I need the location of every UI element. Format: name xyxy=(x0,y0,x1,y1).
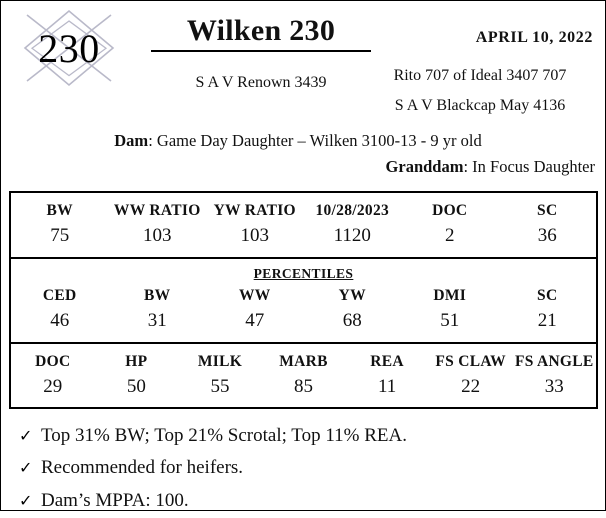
epd-section-percentiles xyxy=(11,259,596,344)
lot-number: 230 xyxy=(38,25,100,71)
grandsire-block xyxy=(361,61,599,120)
table-cell: 85 xyxy=(294,375,314,397)
checkmark-icon: ✓ xyxy=(19,492,33,510)
epd-table xyxy=(9,191,598,409)
column-header: REA xyxy=(370,352,404,370)
table-cell: 2 xyxy=(445,225,455,247)
table-cell: 103 xyxy=(240,225,269,247)
table-cell: 22 xyxy=(461,375,481,397)
dam-value: : Game Day Daughter – Wilken 3100-13 - 9 yr old xyxy=(148,131,482,150)
table-cell: 51 xyxy=(440,310,460,332)
table-cell: 1120 xyxy=(333,225,371,247)
grandsire-dam: S A V Blackcap May 4136 xyxy=(394,96,566,114)
grandsire-sire: Rito 707 of Ideal 3407 707 xyxy=(393,67,567,84)
table-cell: 50 xyxy=(126,375,146,397)
animal-name: Wilken 230 xyxy=(151,15,371,52)
table-cell: 31 xyxy=(147,310,167,332)
column-header: 10/28/2023 xyxy=(315,202,390,219)
table-row xyxy=(11,373,596,401)
column-header: MARB xyxy=(279,352,328,370)
percentiles-label: PERCENTILES xyxy=(253,265,354,281)
list-item xyxy=(19,453,595,482)
column-header: BW xyxy=(144,286,171,304)
column-header: CED xyxy=(42,286,77,304)
note-text: Recommended for heifers. xyxy=(41,457,244,479)
column-header: SC xyxy=(537,202,558,219)
column-header: FS ANGLE xyxy=(514,352,594,370)
granddam-label: Granddam xyxy=(385,157,464,176)
column-header: MILK xyxy=(197,352,243,370)
table-cell: 29 xyxy=(43,375,63,397)
column-header: WW RATIO xyxy=(113,202,201,219)
dam-label: Dam xyxy=(114,131,149,150)
table-cell: 21 xyxy=(537,310,557,332)
lot-header xyxy=(1,1,605,179)
dam-line xyxy=(1,131,595,151)
column-header: YW RATIO xyxy=(213,202,296,219)
epd-section-percentiles-2 xyxy=(11,344,596,408)
table-cell: 36 xyxy=(537,225,557,247)
column-header: FS CLAW xyxy=(435,352,506,370)
sire-name: S A V Renown 3439 xyxy=(195,73,327,91)
column-header: DOC xyxy=(35,352,71,370)
granddam-value: : In Focus Daughter xyxy=(463,157,595,176)
checkmark-icon: ✓ xyxy=(19,428,33,445)
table-row xyxy=(11,350,596,373)
title-block xyxy=(151,15,371,92)
column-header: HP xyxy=(125,352,148,370)
column-header: DMI xyxy=(433,286,467,304)
table-cell: 33 xyxy=(544,375,564,397)
table-cell: 11 xyxy=(377,375,397,397)
column-header: SC xyxy=(537,286,558,304)
column-header: DOC xyxy=(432,202,468,219)
table-row xyxy=(11,284,596,307)
list-item xyxy=(19,421,595,450)
column-header: BW xyxy=(46,202,73,219)
granddam-line xyxy=(386,157,595,177)
table-cell: 68 xyxy=(342,310,362,332)
table-cell: 103 xyxy=(143,225,172,247)
table-cell: 46 xyxy=(50,310,70,332)
table-row xyxy=(11,307,596,335)
notes-list xyxy=(19,421,595,518)
note-text: Dam’s MPPA: 100. xyxy=(41,489,189,511)
column-header: WW xyxy=(238,286,271,304)
column-header: YW xyxy=(338,286,366,304)
epd-section-performance xyxy=(11,193,596,259)
table-row xyxy=(11,199,596,222)
checkmark-icon: ✓ xyxy=(19,460,33,478)
sale-date: APRIL 10, 2022 xyxy=(475,29,593,46)
table-cell: 75 xyxy=(50,225,70,247)
table-cell: 47 xyxy=(245,310,265,332)
lot-number-badge xyxy=(11,9,127,87)
table-cell: 55 xyxy=(210,375,230,397)
note-text: Top 31% BW; Top 21% Scrotal; Top 11% REA. xyxy=(41,425,407,446)
table-row xyxy=(11,222,596,250)
